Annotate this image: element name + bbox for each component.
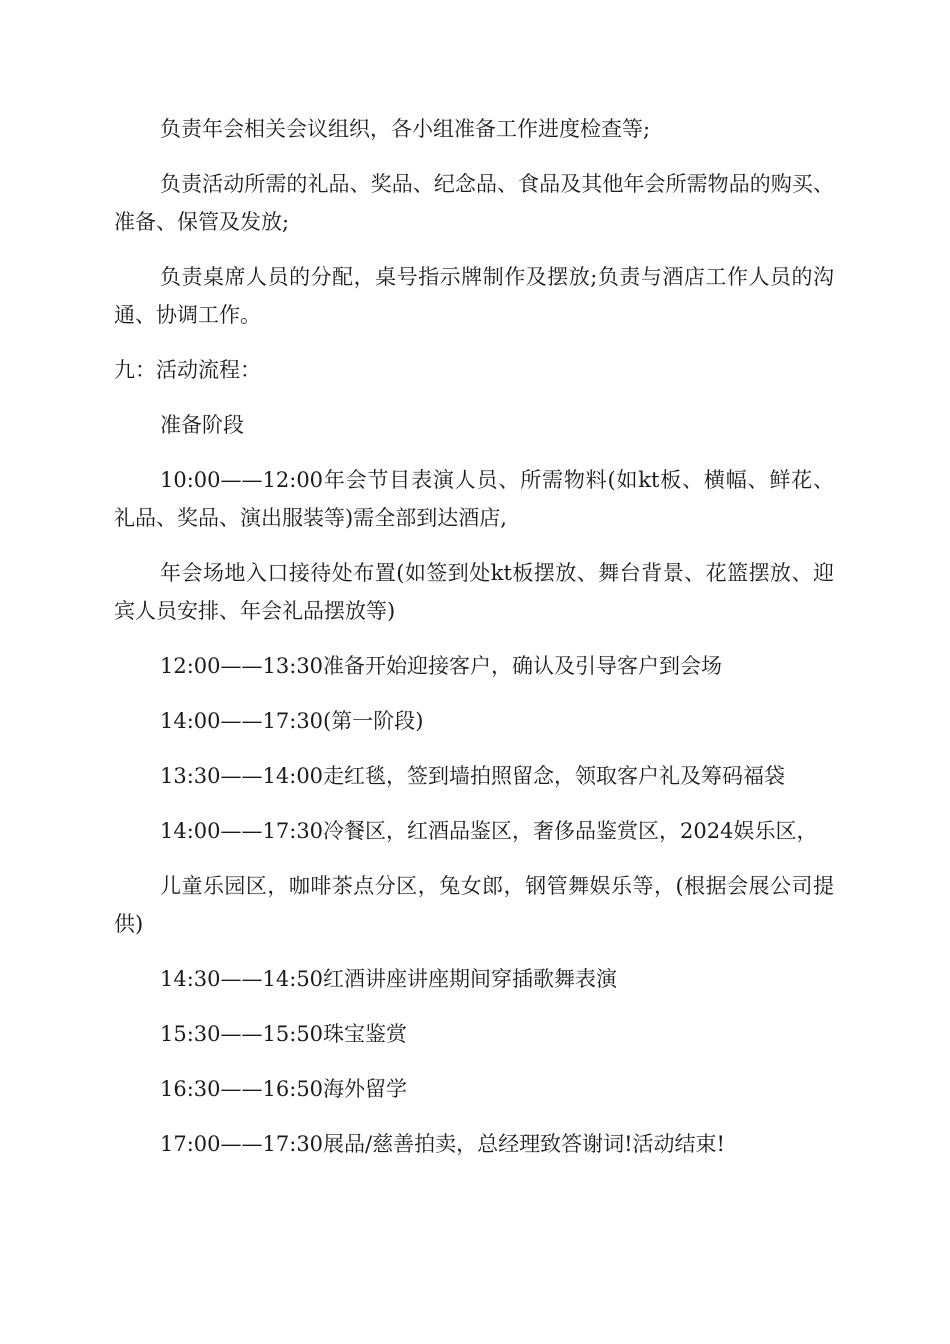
paragraph-gift-procurement: 负责活动所需的礼品、奖品、纪念品、食品及其他年会所需物品的购买、准备、保管及发放; <box>114 172 834 234</box>
section-heading-activity-flow: 九：活动流程： <box>114 358 261 382</box>
schedule-item-1430-1450: 14:30——14:50红酒讲座讲座期间穿插歌舞表演 <box>160 967 618 991</box>
schedule-item-1330-1400: 13:30——14:00走红毯，签到墙拍照留念，领取客户礼及筹码福袋 <box>160 764 786 788</box>
paragraph-entertainment-zones: 儿童乐园区，咖啡茶点分区，兔女郎，钢管舞娱乐等，(根据会展公司提供) <box>114 874 834 936</box>
schedule-item-1400-1730: 14:00——17:30冷餐区，红酒品鉴区，奢侈品鉴赏区，2024娱乐区， <box>160 819 818 843</box>
schedule-item-1530-1550: 15:30——15:50珠宝鉴赏 <box>160 1022 408 1046</box>
paragraph-venue-setup: 年会场地入口接待处布置(如签到处kt板摆放、舞台背景、花篮摆放、迎宾人员安排、年会礼品摆放等) <box>114 561 834 623</box>
paragraph-seating-coordination: 负责桌席人员的分配，桌号指示牌制作及摆放;负责与酒店工作人员的沟通、协调工作。 <box>114 265 834 327</box>
schedule-item-1630-1650: 16:30——16:50海外留学 <box>160 1077 408 1101</box>
document-body <box>114 110 834 1180</box>
schedule-item-1000-1200: 10:00——12:00年会节目表演人员、所需物料(如kt板、横幅、鲜花、礼品、奖品、演出服装等)需全部到达酒店, <box>114 468 834 530</box>
schedule-item-first-stage: 14:00——17:30(第一阶段) <box>160 709 424 733</box>
schedule-item-1200-1330: 12:00——13:30准备开始迎接客户，确认及引导客户到会场 <box>160 654 723 678</box>
schedule-item-1700-1730: 17:00——17:30展品/慈善拍卖，总经理致答谢词!活动结束! <box>160 1132 725 1156</box>
subheading-preparation-stage: 准备阶段 <box>160 413 244 437</box>
paragraph-meeting-organization: 负责年会相关会议组织，各小组准备工作进度检查等; <box>160 117 651 141</box>
